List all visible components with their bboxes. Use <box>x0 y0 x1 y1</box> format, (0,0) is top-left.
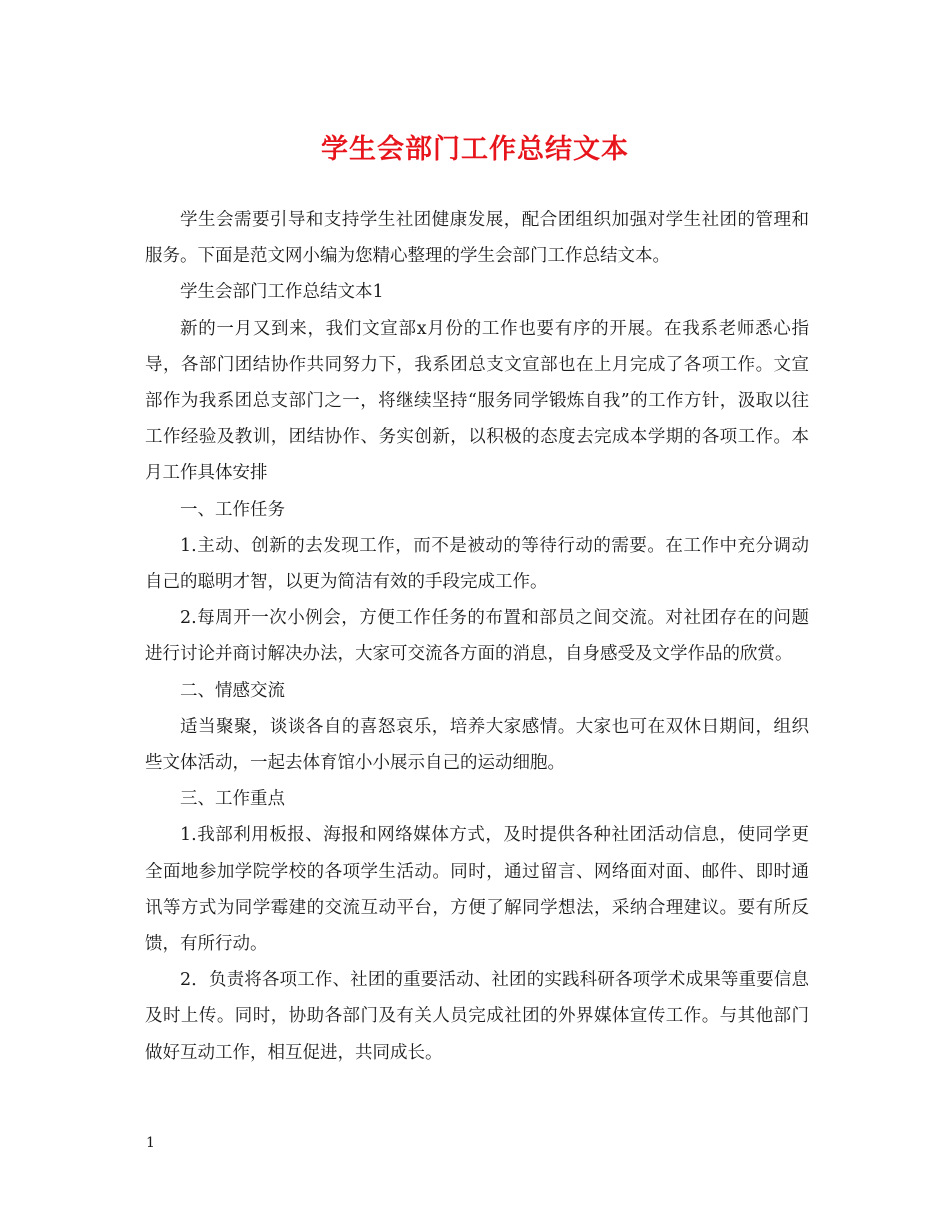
paragraph-focus-1: 1.我部利用板报、海报和网络媒体方式，及时提供各种社团活动信息，使同学更全面地参加学院学校的各项学生活动。同时，通过留言、网络面对面、邮件、即时通讯等方式为同学霉建的交流互动平台，方便了解同学想法，采纳合理建议。要有所反馈，有所行动。 <box>145 825 809 955</box>
paragraph-subtitle: 学生会部门工作总结文本1 <box>180 282 384 303</box>
section-heading-tasks: 一、工作任务 <box>180 499 285 520</box>
paragraph-focus-2: 2．负责将各项工作、社团的重要活动、社团的实践科研各项学术成果等重要信息及时上传。同时，协助各部门及有关人员完成社团的外界媒体宣传工作。与其他部门做好互动工作，相互促进，共同成长。 <box>145 970 809 1063</box>
paragraph-intro: 学生会需要引导和支持学生社团健康发展，配合团组织加强对学生社团的管理和服务。下面是范文网小编为您精心整理的学生会部门工作总结文本。 <box>145 210 809 267</box>
paragraph-opening: 新的一月又到来，我们文宣部x月份的工作也要有序的开展。在我系老师悉心指导，各部门团结协作共同努力下，我系团总支文宣部也在上月完成了各项工作。文宣部作为我系团总支部门之一，将继续坚持“服务同学锻炼自我”的工作方针，汲取以往工作经验及教训，团结协作、务实创新，以积极的态度去完成本学期的各项工作。本月工作具体安排 <box>145 318 809 484</box>
section-heading-focus: 三、工作重点 <box>180 789 285 810</box>
paragraph-task-1: 1.主动、创新的去发现工作，而不是被动的等待行动的需要。在工作中充分调动自己的聪明才智，以更为简洁有效的手段完成工作。 <box>145 535 809 593</box>
section-heading-emotion: 二、情感交流 <box>180 680 285 701</box>
document-body <box>145 202 809 1071</box>
paragraph-task-2: 2.每周开一次小例会，方便工作任务的布置和部员之间交流。对社团存在的问题进行讨论并商讨解决办法，大家可交流各方面的消息，自身感受及文学作品的欣赏。 <box>145 608 809 665</box>
document-title: 学生会部门工作总结文本 <box>321 134 629 165</box>
paragraph-emotion: 适当聚聚，谈谈各自的喜怒哀乐，培养大家感情。大家也可在双休日期间，组织些文体活动，一起去体育馆小小展示自己的运动细胞。 <box>145 716 809 774</box>
page-number: 1 <box>146 1135 155 1151</box>
